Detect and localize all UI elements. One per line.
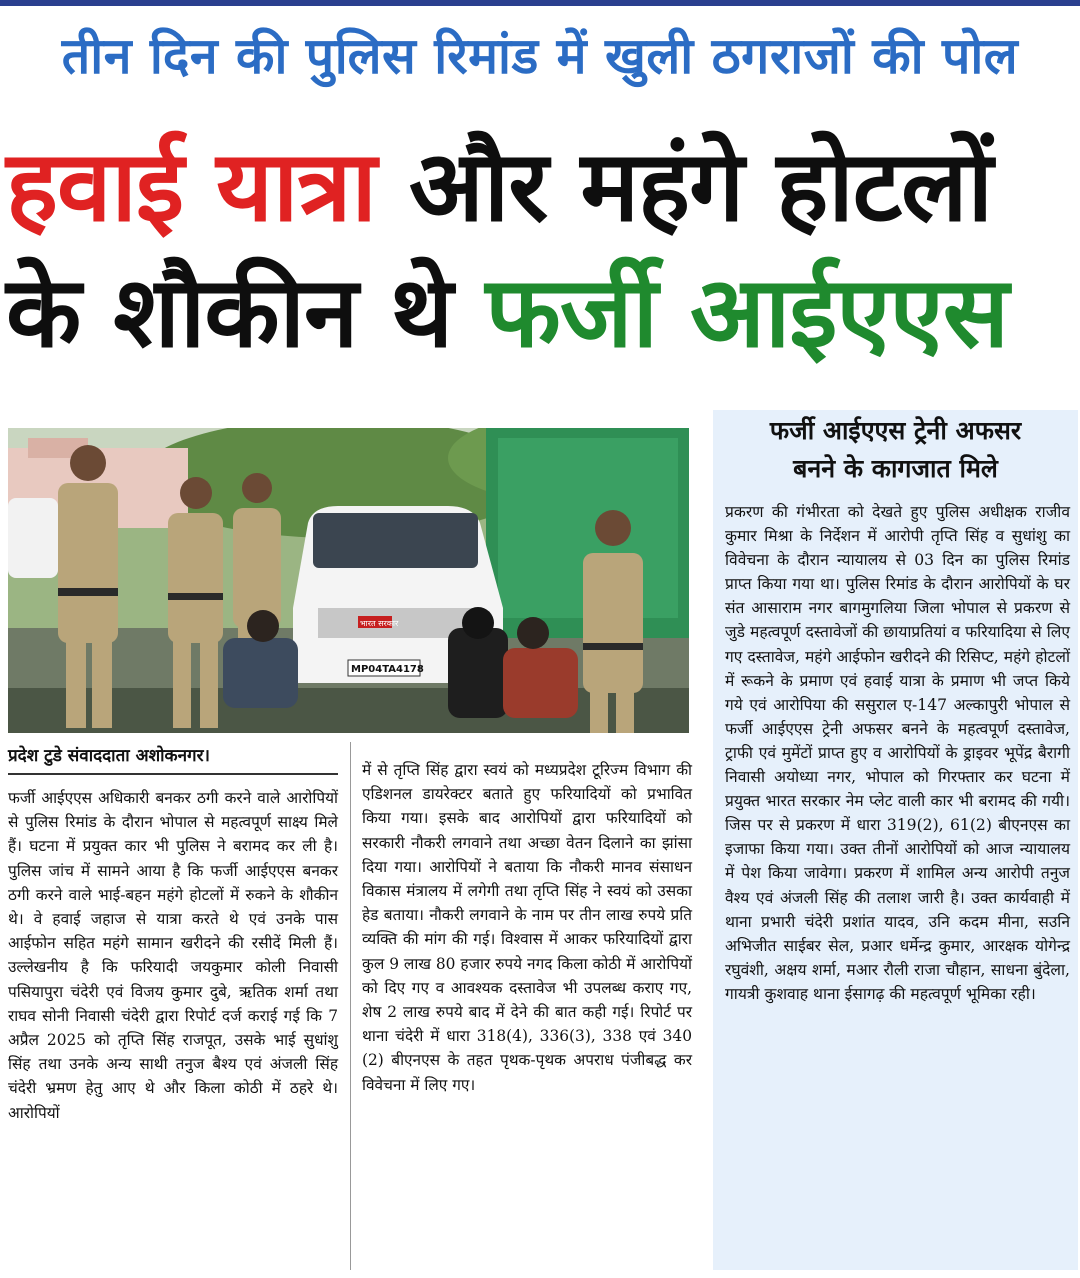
sidebar-body-text: प्रकरण की गंभीरता को देखते हुए पुलिस अधीक्षक राजीव कुमार मिश्रा के निर्देशन में आरोपी तृप्ति सिंह व सुधांशु का विवेचना के दौरान न्यायालय से 03 दिन का पुलिस रिमांड प्राप्त किया गया था। पुलिस रिमांड के दौरान आरोपियों के घर संत आसाराम नगर बागमुगलिया जिला भोपाल से प्रकरण से जुडे महत्वपूर्ण दस्तावेजों की छायाप्रतियां व फरियादिया से लिए गए दस्तावेज, महंगे आईफोन खरीदने की रिसिप्ट, महंगे होटलों में रूकने के प्रमाण एवं हवाई यात्रा के प्रमाण भी जप्त किये गये एवं आरोपिया की ससुराल ए-147 अल्कापुरी भोपाल से फर्जी आईएएस ट्रेनी अफसर बनने के महत्वपूर्ण दस्तावेज, ट्राफी एवं मुमेंटों प्राप्त हुए व आरोपियों के ड्राइवर भूपेंद्र बैरागी निवासी अयोध्या नगर, भोपाल को गिरफ्तार कर घटना में प्रयुक्त भारत सरकार नेम प्लेट वाली कार भी बरामद की गयी। जिस पर से प्रकरण में धारा 319(2), 61(2) बीएनएस का इजाफा किया गया। उक्त तीनों आरोपियों को आज न्यायालय में पेश किया जावेगा। प्रकरण में शामिल अन्य आरोपी तनुज वैश्य एवं अंजली सिंह की तलाश जारी है। उक्त कार्यवाही में थाना प्रभारी चंदेरी प्रशांत यादव, उनि कदम मीना, सउनि अभिजीत साईबर सेल, प्रआर धर्मेन्द्र कुमार, आरक्षक योगेन्द्र रघुवंशी, अक्षय शर्मा, मआर रौली राजा चौहान, साधना बुंदेला, गायत्री कुशवाह थाना ईसागढ़ की महत्वपूर्ण भूमिका रही। <box>725 503 1070 1003</box>
column-divider <box>350 742 351 1270</box>
headline-green-text: फर्जी आईएएस <box>485 256 1008 370</box>
headline-red-text: हवाई यात्रा <box>6 130 376 244</box>
kicker-headline: तीन दिन की पुलिस रिमांड में खुली ठगराजों की पोल <box>61 27 1019 85</box>
sidebar-title-line-2: बनने के कागजात मिले <box>793 454 998 483</box>
license-plate-text: MP04TA4178 <box>351 664 424 675</box>
headline-black-text-2: के शौकीन थे <box>6 256 453 370</box>
top-rule <box>0 0 1080 6</box>
headline-line-2 <box>6 254 1076 372</box>
sidebar-title <box>713 412 1078 488</box>
headline-black-text: और महंगे होटलों <box>408 130 993 244</box>
sidebar-title-line-1: फर्जी आईएएस ट्रेनी अफसर <box>769 416 1022 445</box>
photo-illustration <box>8 428 689 733</box>
headline-line-1 <box>6 128 1076 246</box>
plate-sign-text: भारत सरकार <box>360 619 399 628</box>
news-photo <box>8 428 689 733</box>
article-column-2: में से तृप्ति सिंह द्वारा स्वयं को मध्यप्रदेश टूरिज्म विभाग की एडिशनल डायरेक्टर बताते हुए फरियादियों को प्रभावित किया गया। इसके बाद आरोपियों द्वारा फरियादियों को सरकारी नौकरी लगवाने तथा अच्छा वेतन दिलाने का झांसा दिया गया। आरोपियों ने बताया कि नौकरी मानव संसाधन विकास मंत्रालय में लगेगी तथा तृप्ति सिंह ने स्वयं को उसका हेड बताया। नौकरी लगवाने के नाम पर तीन लाख रुपये प्रति व्यक्ति की मांग की गई। विश्वास में आकर फरियादियों द्वारा कुल 9 लाख 80 हजार रुपये नगद किला कोठी में आरोपियों को दिए गए व आवश्यक दस्तावेज भी उपलब्ध कराए गए, शेष 2 लाख रुपये बाद में देने की बात कही गई। रिपोर्ट पर थाना चंदेरी में धारा 318(4), 336(3), 338 एवं 340 (2) बीएनएस के तहत पृथक-पृथक अपराध पंजीबद्ध कर विवेचना में लिए गए। <box>362 761 692 1094</box>
article-column-1: फर्जी आईएएस अधिकारी बनकर ठगी करने वाले आरोपियों से पुलिस रिमांड के दौरान भोपाल से महत्वपूर्ण साक्ष्य मिले हैं। घटना में प्रयुक्त कार भी पुलिस ने बरामद कर ली है। पुलिस जांच में सामने आया है कि फर्जी आईएएस बनकर ठगी करने वाले भाई-बहन महंगे होटलों में रुकने के शौकीन थे। वे हवाई जहाज से यात्रा करते थे एवं उनके पास आईफोन सहित महंगे सामान खरीदने की रसीदें मिली हैं। उल्लेखनीय है कि फरियादी जयकुमार कोली निवासी पसियापुरा चंदेरी एवं विजय कुमार दुबे, ऋतिक शर्मा तथा राघव सोनी निवासी चंदेरी द्वारा रिपोर्ट दर्ज कराई गई कि 7 अप्रैल 2025 को तृप्ति सिंह राजपूत, उसके भाई सुधांशु सिंह तथा उनके अन्य साथी तनुज बैश्य एवं अंजली सिंह चंदेरी भ्रमण हेतु आए थे और किला कोठी में ठहरे थे। आरोपियों <box>8 789 338 1122</box>
byline: प्रदेश टुडे संवाददाता अशोकनगर। <box>8 743 338 775</box>
